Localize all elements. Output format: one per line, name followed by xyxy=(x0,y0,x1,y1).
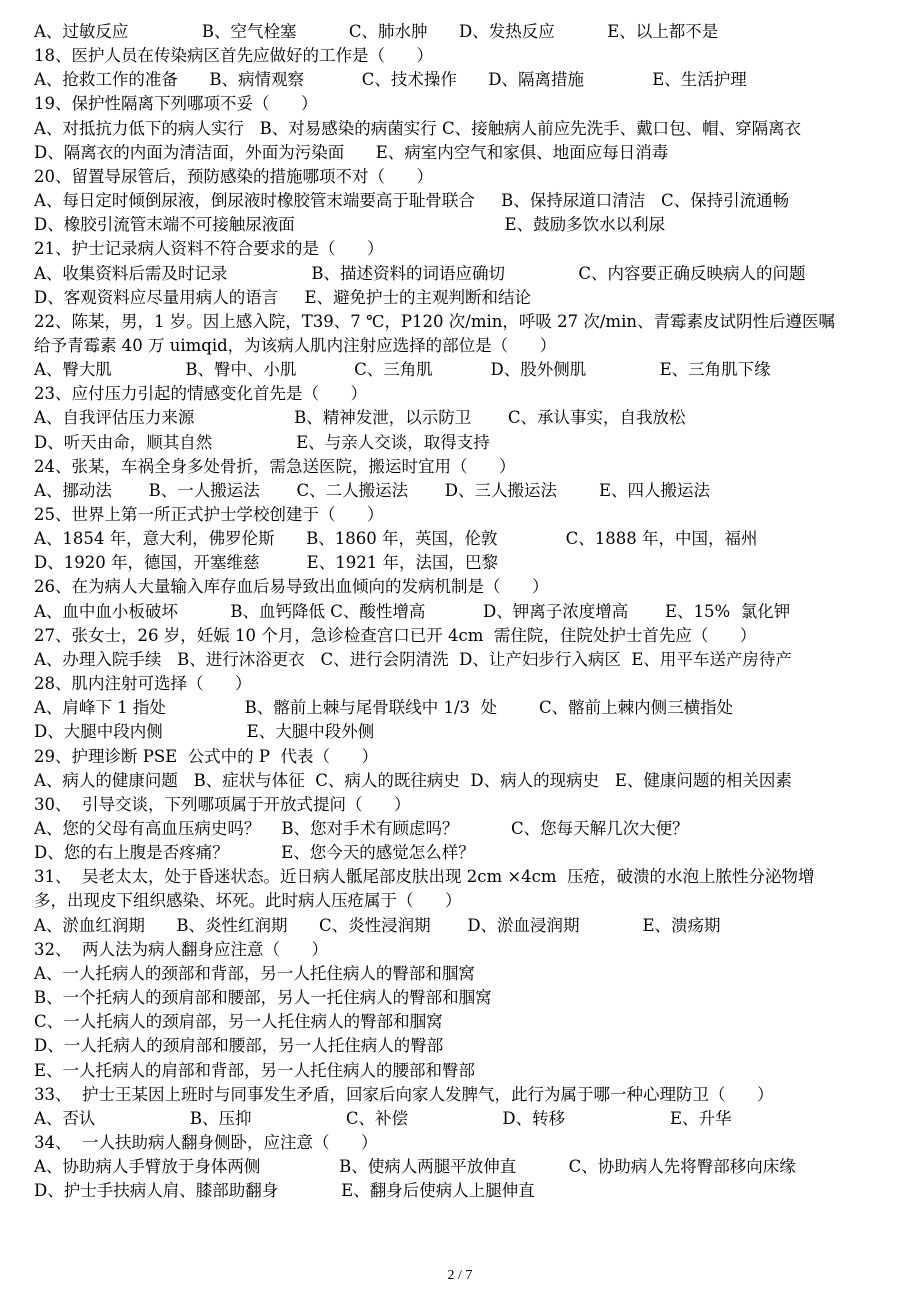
text-line: 23、应付压力引起的情感变化首先是（ ） xyxy=(34,384,367,404)
text-line: A、1854 年，意大利，佛罗伦斯 B、1860 年，英国，伦敦 C、1888 年，中国，福州 xyxy=(34,529,758,549)
text-line: A、收集资料后需及时记录 B、描述资料的词语应确切 C、内容要正确反映病人的问题 xyxy=(34,263,806,283)
text-line: 19、保护性隔离下列哪项不妥（ ） xyxy=(34,94,318,114)
text-line: D、客观资料应尽量用病人的语言 E、避免护士的主观判断和结论 xyxy=(34,287,531,307)
text-line: 31、 吴老太太，处于昏迷状态。近日病人骶尾部皮肤出现 2cm ×4cm 压疮，破溃的水泡上脓性分泌物增 xyxy=(34,867,815,887)
text-line: A、对抵抗力低下的病人实行 B、对易感染的病菌实行 C、接触病人前应先洗手、戴口包、帽、穿隔离衣 xyxy=(34,118,802,138)
text-line: 20、留置导尿管后，预防感染的措施哪项不对（ ） xyxy=(34,166,433,186)
text-line: 34、 一人扶助病人翻身侧卧，应注意（ ） xyxy=(34,1132,378,1152)
text-line: D、橡胶引流管末端不可接触尿液面 E、鼓励多饮水以利尿 xyxy=(34,215,666,235)
text-line: A、肩峰下 1 指处 B、髂前上棘与尾骨联线中 1/3 处 C、髂前上棘内侧三横指处 xyxy=(34,698,734,718)
text-line: A、淤血红润期 B、炎性红润期 C、炎性浸润期 D、淤血浸润期 E、溃疡期 xyxy=(34,915,721,935)
text-line: 27、张女士，26 岁，妊娠 10 个月，急诊检查宫口已开 4cm 需住院，住院处护士首先应（ ） xyxy=(34,625,757,645)
text-line: 22、陈某，男，1 岁。因上感入院，T39、7 ℃，P120 次/min，呼吸 27 次/min、青霉素皮试阴性后遵医嘱 xyxy=(34,311,835,331)
text-line: A、一人托病人的颈部和背部，另一人托住病人的臀部和腘窝 xyxy=(34,963,475,983)
text-line: A、每日定时倾倒尿液，倒尿液时橡胶管末端要高于耻骨联合 B、保持尿道口清洁 C、保持引流通畅 xyxy=(34,191,790,210)
text-line: 多，出现皮下组织感染、坏死。此时病人压疮属于（ ） xyxy=(34,891,462,911)
text-line: 24、张某，车祸全身多处骨折，需急送医院，搬运时宜用（ ） xyxy=(34,456,516,476)
text-line: 26、在为病人大量输入库存血后易导致出血倾向的发病机制是（ ） xyxy=(34,577,549,597)
text-line: A、协助病人手臂放于身体两侧 B、使病人两腿平放伸直 C、协助病人先将臀部移向床缘 xyxy=(34,1157,796,1176)
text-line: 29、护理诊断 PSE 公式中的 P 代表（ ） xyxy=(34,746,378,766)
text-line: 18、医护人员在传染病区首先应做好的工作是（ ） xyxy=(34,46,433,66)
text-line: 25、世界上第一所正式护士学校创建于（ ） xyxy=(34,505,384,524)
text-line: 32、 两人法为病人翻身应注意（ ） xyxy=(34,939,328,959)
text-line: A、自我评估压力来源 B、精神发泄，以示防卫 C、承认事实，自我放松 xyxy=(34,408,686,428)
text-line: A、您的父母有高血压病史吗？ B、您对手术有顾虑吗？ C、您每天解几次大便？ xyxy=(34,818,689,838)
text-line: A、否认 B、压抑 C、补偿 D、转移 E、升华 xyxy=(34,1108,732,1128)
text-line: A、臀大肌 B、臀中、小肌 C、三角肌 D、股外侧肌 E、三角肌下缘 xyxy=(34,360,771,380)
text-line: E、一人托病人的肩部和背部，另一人托住病人的腰部和臀部 xyxy=(34,1060,476,1080)
text-line: A、过敏反应 B、空气栓塞 C、肺水肿 D、发热反应 E、以上都不是 xyxy=(34,22,719,41)
text-line: A、挪动法 B、一人搬运法 C、二人搬运法 D、三人搬运法 E、四人搬运法 xyxy=(34,480,711,500)
text-line: 30、 引导交谈，下列哪项属于开放式提问（ ） xyxy=(34,794,411,814)
text-line: 33、 护士王某因上班时与同事发生矛盾，回家后向家人发脾气，此行为属于哪一种心理防卫（ ） xyxy=(34,1084,774,1104)
text-line: D、隔离衣的内面为清洁面，外面为污染面 E、病室内空气和家俱、地面应每日消毒 xyxy=(34,142,669,162)
text-line: C、一人托病人的颈肩部，另一人托住病人的臀部和腘窝 xyxy=(34,1012,443,1032)
text-line: B、一个托病人的颈肩部和腰部，另人一托住病人的臀部和腘窝 xyxy=(34,988,492,1007)
text-line: 28、肌内注射可选择（ ） xyxy=(34,674,252,693)
text-line: D、听天由命，顺其自然 E、与亲人交谈，取得支持 xyxy=(34,432,490,452)
page-number: 2 / 7 xyxy=(447,1268,473,1283)
text-line: D、1920 年，德国，开塞维慈 E、1921 年，法国，巴黎 xyxy=(34,553,498,573)
text-line: 21、护士记录病人资料不符合要求的是（ ） xyxy=(34,239,384,259)
text-line: A、血中血小板破坏 B、血钙降低 C、酸性增高 D、钾离子浓度增高 E、15% 氯化钾 xyxy=(34,601,791,621)
text-line: 给予青霉素 40 万 uimqid，为该病人肌内注射应选择的部位是（ ） xyxy=(34,335,557,355)
text-line: D、您的右上腹是否疼痛？ E、您今天的感觉怎么样？ xyxy=(34,843,475,863)
text-line: D、大腿中段内侧 E、大腿中段外侧 xyxy=(34,722,375,742)
text-line: A、病人的健康问题 B、症状与体征 C、病人的既往病史 D、病人的现病史 E、健康问题的相关因素 xyxy=(34,770,792,790)
text-line: A、办理入院手续 B、进行沐浴更衣 C、进行会阴清洗 D、让产妇步行入病区 E、用平车送产房待产 xyxy=(34,649,792,669)
text-line: D、一人托病人的颈肩部和腰部，另一人托住病人的臀部 xyxy=(34,1036,444,1056)
text-line: D、护士手扶病人肩、膝部助翻身 E、翻身后使病人上腿伸直 xyxy=(34,1181,535,1201)
text-line: A、抢救工作的准备 B、病情观察 C、技术操作 D、隔离措施 E、生活护理 xyxy=(34,70,747,90)
